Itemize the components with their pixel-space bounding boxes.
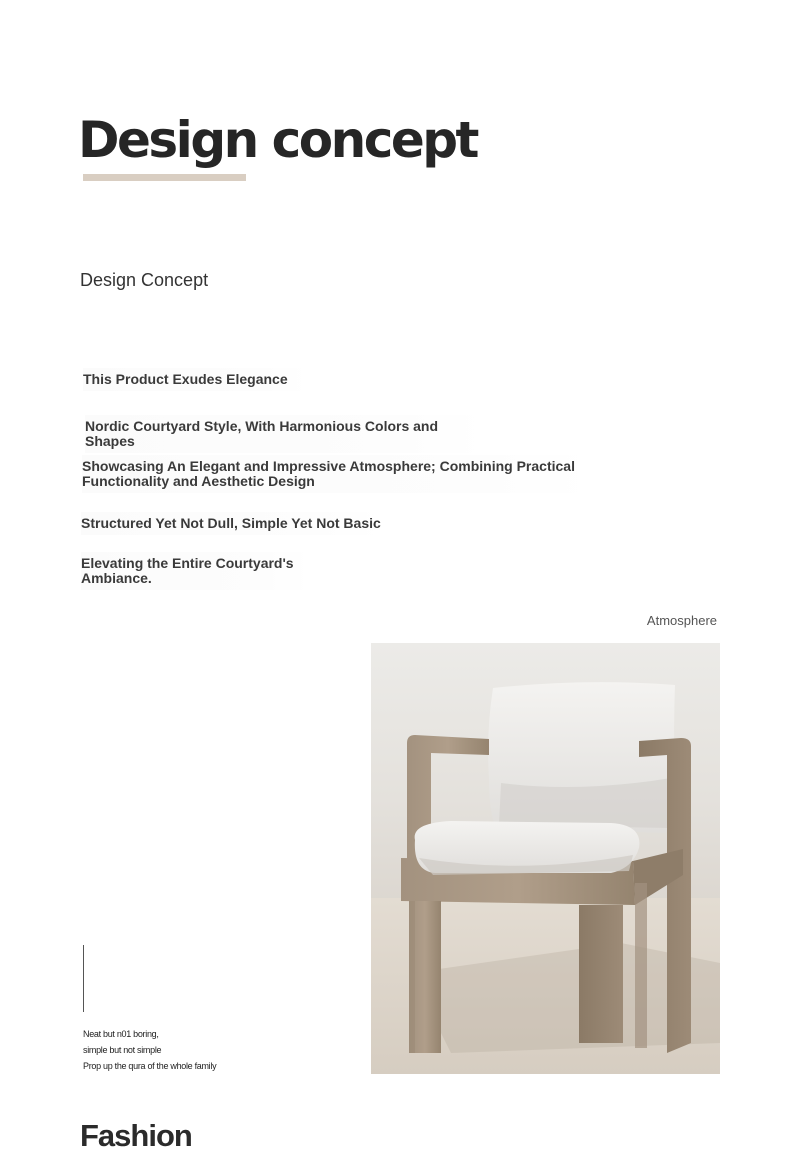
feature-text-nordic-style: Nordic Courtyard Style, With Harmonious Colors and Shapes <box>85 415 485 453</box>
caption-line-3: Prop up the qura of the whole family <box>83 1061 217 1071</box>
feature-text-elegance: This Product Exudes Elegance <box>83 368 308 391</box>
caption-block <box>83 1026 216 1074</box>
feature-text-atmosphere: Showcasing An Elegant and Impressive Atmosphere; Combining Practical Functionality and Aesthetic Design <box>82 455 592 493</box>
fashion-section-title: Fashion <box>80 1118 192 1153</box>
decorative-vertical-line <box>83 945 84 1012</box>
page-title: Design concept <box>78 111 477 169</box>
caption-line-2: simple but not simple <box>83 1045 162 1055</box>
feature-text-structured: Structured Yet Not Dull, Simple Yet Not Basic <box>81 512 381 535</box>
title-underline <box>83 174 246 181</box>
chair-photo <box>371 643 720 1074</box>
feature-text-courtyard: Elevating the Entire Courtyard's Ambiance. <box>81 552 311 590</box>
caption-line-1: Neat but n01 boring, <box>83 1029 159 1039</box>
section-subtitle: Design Concept <box>80 270 209 290</box>
atmosphere-label: Atmosphere <box>646 613 717 628</box>
